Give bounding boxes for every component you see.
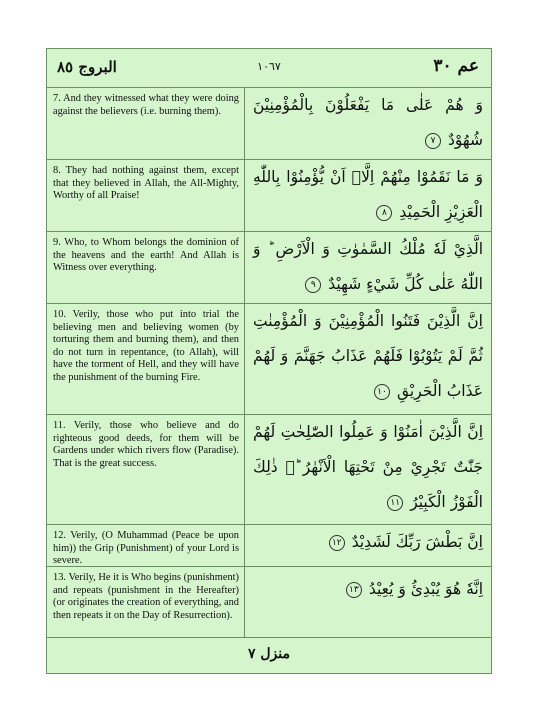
verse-arabic-text: وَ مَا نَقَمُوْا مِنْهُمْ اِلَّاۤ اَنْ يُّؤْمِنُوْا بِاللّٰهِ الْعَزِيْزِ الْحَمِيْدِ — [253, 168, 483, 221]
verse-row — [47, 303, 491, 415]
verse-arabic — [253, 160, 483, 230]
verse-end-marker: ١٠ — [374, 384, 390, 400]
verse-translation: 8. They had nothing against them, except that they believed in Allah, the All-Mighty, Worthy of all Praise! — [53, 165, 239, 201]
verse-end-marker: ٨ — [376, 205, 392, 221]
verse-row — [47, 231, 491, 304]
verse-translation: 7. And they witnessed what they were doing against the believers (i.e. burning them). — [53, 93, 239, 117]
verses-table — [47, 87, 491, 637]
manzil-label: منزل ٧ — [247, 646, 291, 662]
verse-arabic-text: اِنَّ بَطْشَ رَبِّكَ لَشَدِيْدٌ — [351, 533, 483, 551]
verse-row — [47, 87, 491, 160]
verse-row — [47, 524, 491, 567]
verse-arabic-text: اِنَّ الَّذِيْنَ فَتَنُوا الْمُؤْمِنِيْنَ وَ الْمُؤْمِنٰتِ ثُمَّ لَمْ يَتُوْبُوْا فَلَهُمْ عَذَابُ جَهَنَّمَ وَ لَهُمْ عَذَابُ الْحَرِيْقِ — [253, 312, 483, 400]
verse-end-marker: ٧ — [425, 133, 441, 149]
verse-translation: 12. Verily, (O Muhammad (Peace be upon him)) the Grip (Punishment) of your Lord is severe. — [53, 530, 239, 566]
verse-arabic-text: اِنَّهٗ هُوَ يُبْدِئُ وَ يُعِيْدُ — [368, 580, 483, 598]
page-header — [47, 49, 491, 88]
verse-end-marker: ١٢ — [329, 535, 345, 551]
juz-name: عم ٣٠ — [433, 56, 479, 76]
page-number: ١٠٦٧ — [257, 60, 281, 73]
verse-row — [47, 159, 491, 232]
verse-arabic — [253, 415, 483, 520]
verse-arabic — [253, 572, 483, 607]
verse-translation: 10. Verily, those who put into trial the believing men and believing women (by torturing them and burning them), and then do not turn in repentance, (to Allah), will have the torment of Hell, and they will have the punishment of the burning Fire. — [53, 309, 239, 383]
verse-arabic-text: اِنَّ الَّذِيْنَ اٰمَنُوْا وَ عَمِلُوا الصّٰلِحٰتِ لَهُمْ جَنّٰتٌ تَجْرِيْ مِنْ تَحْتِهَا الْاَنْهٰرُ ؕ۬ ذٰلِكَ الْفَوْزُ الْكَبِيْرُ — [253, 423, 483, 511]
verse-translation: 9. Who, to Whom belongs the dominion of the heavens and the earth! And Allah is Witness over everything. — [53, 237, 239, 273]
verse-end-marker: ١١ — [387, 495, 403, 511]
verse-translation: 13. Verily, He it is Who begins (punishment) and repeats (punishment in the Hereafter) (or originates the creation of everything, and then repeats it on the Day of Resurrection). — [53, 572, 239, 621]
verse-end-marker: ١٣ — [346, 582, 362, 598]
mushaf-page — [46, 48, 492, 674]
verse-arabic-text: الَّذِيْ لَهٗ مُلْكُ السَّمٰوٰتِ وَ الْاَرْضِ ؕ وَ اللّٰهُ عَلٰى كُلِّ شَيْءٍ شَهِيْدٌ — [253, 240, 483, 293]
verse-arabic — [253, 88, 483, 158]
surah-name: البروج ٨٥ — [57, 58, 117, 76]
verse-row — [47, 414, 491, 525]
verse-arabic — [253, 232, 483, 302]
verse-arabic — [253, 304, 483, 409]
verse-translation: 11. Verily, those who believe and do righteous good deeds, for them will be Gardens under which rivers flow (Paradise). That is the great success. — [53, 420, 239, 469]
verse-arabic-text: وَ هُمْ عَلٰى مَا يَفْعَلُوْنَ بِالْمُؤْمِنِيْنَ شُهُوْدٌ — [253, 96, 483, 149]
page-footer — [47, 637, 491, 674]
verse-arabic — [253, 525, 483, 560]
verse-row — [47, 566, 491, 637]
verse-end-marker: ٩ — [305, 277, 321, 293]
